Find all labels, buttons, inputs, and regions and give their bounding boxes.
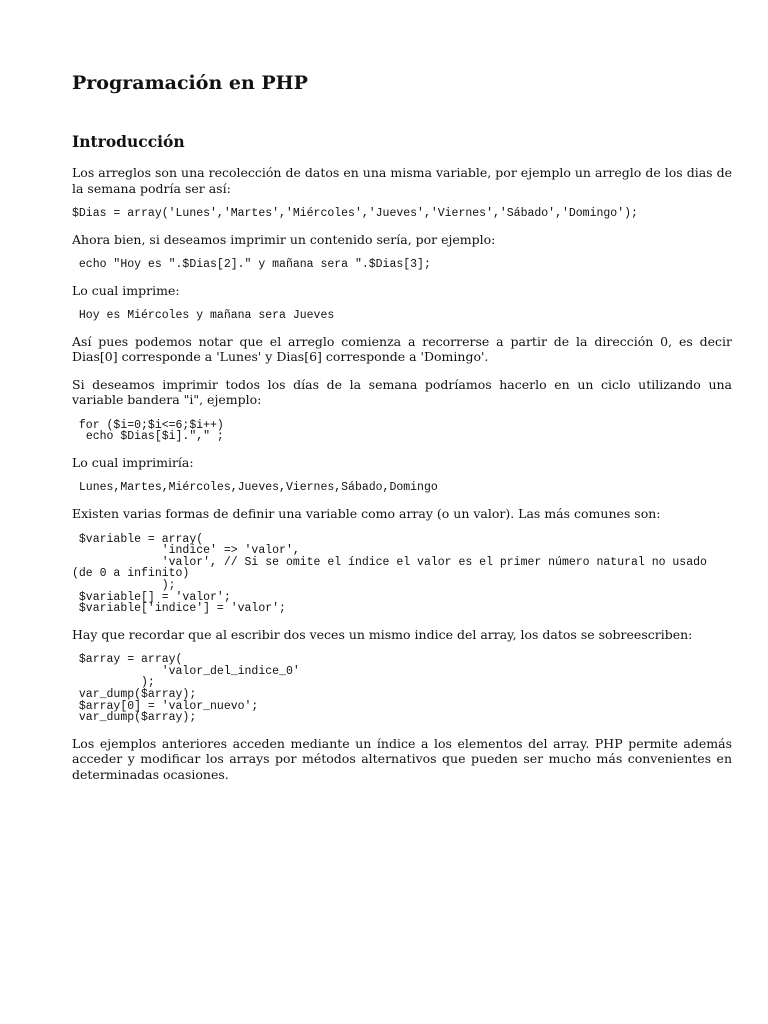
section-heading: Introducción (72, 132, 185, 151)
paragraph-overwrite-note: Hay que recordar que al escribir dos veces un mismo indice del array, los datos se sobreescriben: (72, 626, 693, 642)
code-echo-output: Hoy es Miércoles y mañana sera Jueves (72, 309, 335, 323)
paragraph-intro: Los arreglos son una recolección de datos en una misma variable, por ejemplo un arreglo de los dias de la semana podría ser así: (72, 165, 732, 196)
paragraph-define-forms: Existen varias formas de definir una variable como array (o un valor). Las más comunes son: (72, 506, 661, 522)
code-loop-output: Lunes,Martes,Miércoles,Jueves,Viernes,Sábado,Domingo (72, 481, 438, 495)
paragraph-print-intro: Ahora bien, si deseamos imprimir un contenido sería, por ejemplo: (72, 231, 496, 247)
paragraph-output-label: Lo cual imprime: (72, 282, 180, 298)
code-array-definition: $Dias = array('Lunes','Martes','Miércoles','Jueves','Viernes','Sábado','Domingo'); (72, 207, 638, 220)
code-echo-example: echo "Hoy es ".$Dias[2]." y mañana sera ".$Dias[3]; (72, 258, 431, 272)
paragraph-loop-intro: Si deseamos imprimir todos los días de la semana podríamos hacerlo en un ciclo utilizando una variable bandera "i", ejemplo: (72, 376, 732, 408)
paragraph-closing: Los ejemplos anteriores acceden mediante un índice a los elementos del array. PHP permite además acceder y modificar los arrays por métodos alternativos que pueden ser mucho más convenientes en determinadas ocasiones. (72, 735, 732, 782)
code-overwrite-example: $array = array( 'valor_del_indice_0' ); var_dump($array); $array[0] = 'valor_nuevo'; var_dump($array); (78, 653, 300, 725)
code-define-forms: $variable = array( 'indice' => 'valor', 'valor', // Si se omite el índice el valor es el primer número natural no usado (de 0 a infinito) ); $variable[] = 'valor'; $variable['indice'] = 'valor'; (72, 532, 707, 616)
code-for-loop: for ($i=0;$i<=6;$i++) echo $Dias[$i]."," ; (78, 418, 224, 444)
document-content (72, 70, 732, 794)
document-title: Programación en PHP (72, 72, 308, 94)
paragraph-loop-output-label: Lo cual imprimiría: (72, 454, 194, 470)
paragraph-index-explanation: Así pues podemos notar que el arreglo comienza a recorrerse a partir de la dirección 0, es decir Dias[0] corresponde a 'Lunes' y Dias[6] corresponde a 'Domingo'. (72, 333, 732, 365)
